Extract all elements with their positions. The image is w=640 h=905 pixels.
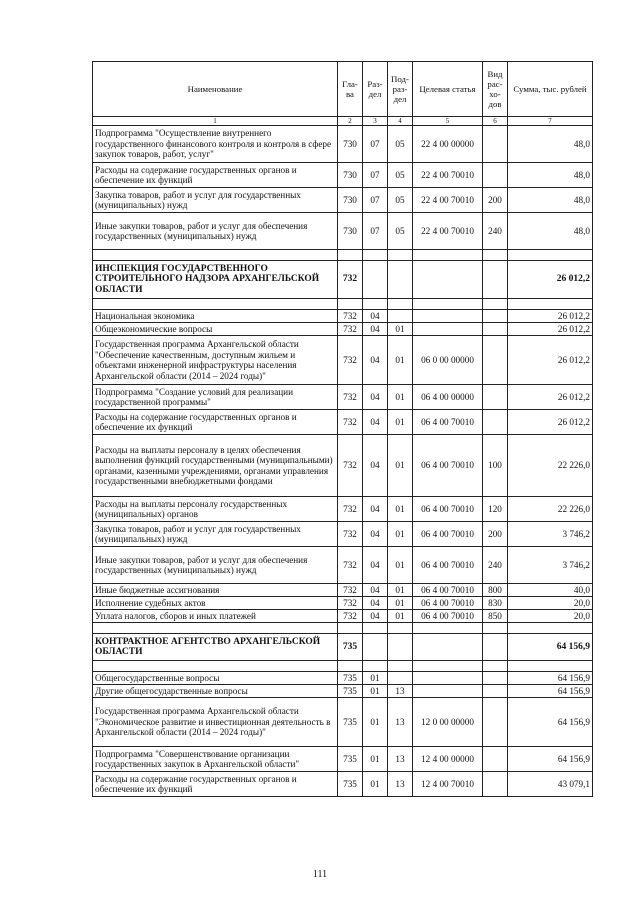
row-sum: 48,0 [508, 126, 593, 163]
row-expense-type [483, 261, 508, 299]
column-number: 4 [388, 117, 413, 126]
row-section: 07 [363, 163, 388, 188]
row-expense-type: 240 [483, 213, 508, 250]
row-chapter: 730 [338, 126, 363, 163]
row-expense-type: 200 [483, 188, 508, 213]
row-section [363, 634, 388, 661]
row-expense-type [483, 672, 508, 685]
row-target-article: 12 0 00 00000 [413, 698, 483, 747]
row-expense-type [483, 747, 508, 772]
row-target-article: 06 4 00 70010 [413, 410, 483, 435]
row-chapter: 735 [338, 698, 363, 747]
row-expense-type [483, 410, 508, 435]
row-section: 04 [363, 323, 388, 336]
spacer-cell [93, 250, 338, 261]
row-section: 04 [363, 597, 388, 610]
row-chapter: 730 [338, 163, 363, 188]
row-subsection: 01 [388, 385, 413, 410]
row-name: Расходы на выплаты персоналу в целях обеспечения выполнения функций государственными (муниципальными) органами, казенными учреждениями, органами управления государственными внебюджетными фондами [93, 435, 338, 497]
spacer-cell [93, 623, 338, 634]
row-expense-type: 800 [483, 584, 508, 597]
row-section: 04 [363, 385, 388, 410]
row-sum: 26 012,2 [508, 410, 593, 435]
row-expense-type: 240 [483, 547, 508, 584]
row-name: Закупка товаров, работ и услуг для государственных (муниципальных) нужд [93, 188, 338, 213]
row-expense-type [483, 310, 508, 323]
spacer-cell [338, 661, 363, 672]
header-name: Наименование [93, 62, 338, 117]
row-sum: 48,0 [508, 188, 593, 213]
row-target-article: 22 4 00 00000 [413, 126, 483, 163]
row-section: 07 [363, 188, 388, 213]
row-target-article: 06 4 00 70010 [413, 584, 483, 597]
row-target-article: 06 4 00 70010 [413, 610, 483, 623]
table-row [93, 126, 593, 163]
row-subsection: 13 [388, 772, 413, 797]
row-chapter: 732 [338, 261, 363, 299]
table-header-row [93, 62, 593, 117]
row-name: Закупка товаров, работ и услуг для государственных (муниципальных) нужд [93, 522, 338, 547]
row-chapter: 732 [338, 410, 363, 435]
row-sum: 26 012,2 [508, 261, 593, 299]
row-sum: 20,0 [508, 597, 593, 610]
header-chapter: Гла-ва [338, 62, 363, 117]
row-sum: 26 012,2 [508, 385, 593, 410]
agency-row [93, 261, 593, 299]
row-chapter: 732 [338, 336, 363, 385]
row-section: 04 [363, 435, 388, 497]
row-chapter: 735 [338, 747, 363, 772]
row-sum: 48,0 [508, 163, 593, 188]
row-name: КОНТРАКТНОЕ АГЕНТСТВО АРХАНГЕЛЬСКОЙ ОБЛАСТИ [93, 634, 338, 661]
row-subsection: 01 [388, 497, 413, 522]
row-chapter: 730 [338, 213, 363, 250]
column-number-row [93, 117, 593, 126]
row-section: 07 [363, 126, 388, 163]
row-target-article: 06 4 00 70010 [413, 435, 483, 497]
row-section: 01 [363, 698, 388, 747]
row-name: Расходы на выплаты персоналу государственных (муниципальных) органов [93, 497, 338, 522]
column-number: 6 [483, 117, 508, 126]
table-row [93, 410, 593, 435]
row-chapter: 735 [338, 772, 363, 797]
row-chapter: 732 [338, 310, 363, 323]
row-chapter: 732 [338, 610, 363, 623]
table-row [93, 584, 593, 597]
row-sum: 43 079,1 [508, 772, 593, 797]
table-row [93, 163, 593, 188]
header-subsection: Под-раз-дел [388, 62, 413, 117]
row-subsection [388, 310, 413, 323]
row-chapter: 732 [338, 323, 363, 336]
page-number: 111 [312, 869, 328, 880]
row-sum: 3 746,2 [508, 522, 593, 547]
row-subsection: 05 [388, 188, 413, 213]
row-subsection: 13 [388, 747, 413, 772]
header-expense-type: Вид рас-хо-дов [483, 62, 508, 117]
row-expense-type: 200 [483, 522, 508, 547]
row-expense-type: 120 [483, 497, 508, 522]
column-number: 2 [338, 117, 363, 126]
row-name: Подпрограмма "Создание условий для реализации государственной программы" [93, 385, 338, 410]
row-sum: 20,0 [508, 610, 593, 623]
row-section: 04 [363, 547, 388, 584]
row-name: Иные закупки товаров, работ и услуг для обеспечения государственных (муниципальных) нужд [93, 547, 338, 584]
spacer-cell [338, 299, 363, 310]
table-row [93, 772, 593, 797]
row-name: Расходы на содержание государственных органов и обеспечение их функций [93, 772, 338, 797]
column-number: 5 [413, 117, 483, 126]
spacer-cell [508, 661, 593, 672]
row-subsection: 13 [388, 698, 413, 747]
header-section: Раз-дел [363, 62, 388, 117]
row-subsection [388, 672, 413, 685]
row-chapter: 732 [338, 584, 363, 597]
row-section [363, 261, 388, 299]
row-sum: 22 226,0 [508, 435, 593, 497]
row-subsection: 05 [388, 126, 413, 163]
row-sum: 64 156,9 [508, 747, 593, 772]
row-subsection: 01 [388, 547, 413, 584]
table-row [93, 497, 593, 522]
spacer-cell [413, 299, 483, 310]
table-row [93, 547, 593, 584]
column-number: 1 [93, 117, 338, 126]
row-section: 04 [363, 610, 388, 623]
row-section: 04 [363, 522, 388, 547]
row-name: Исполнение судебных актов [93, 597, 338, 610]
spacer-cell [413, 250, 483, 261]
row-target-article [413, 672, 483, 685]
row-name: Общегосударственные вопросы [93, 672, 338, 685]
row-target-article: 22 4 00 70010 [413, 188, 483, 213]
row-name: Иные закупки товаров, работ и услуг для обеспечения государственных (муниципальных) нужд [93, 213, 338, 250]
spacer-cell [363, 250, 388, 261]
row-section: 04 [363, 410, 388, 435]
table-row [93, 188, 593, 213]
row-name: Другие общегосударственные вопросы [93, 685, 338, 698]
row-subsection: 05 [388, 163, 413, 188]
table-body [93, 126, 593, 797]
row-target-article: 06 0 00 00000 [413, 336, 483, 385]
table-row [93, 310, 593, 323]
spacer-cell [483, 623, 508, 634]
row-target-article [413, 261, 483, 299]
row-section: 01 [363, 772, 388, 797]
row-target-article: 06 4 00 70010 [413, 497, 483, 522]
row-expense-type [483, 336, 508, 385]
spacer-cell [338, 623, 363, 634]
row-subsection [388, 634, 413, 661]
spacer-cell [413, 661, 483, 672]
spacer-cell [93, 299, 338, 310]
row-expense-type [483, 323, 508, 336]
row-expense-type: 830 [483, 597, 508, 610]
header-target-article: Целевая статья [413, 62, 483, 117]
row-subsection: 01 [388, 435, 413, 497]
row-name: Национальная экономика [93, 310, 338, 323]
budget-table [92, 61, 593, 797]
row-name: Расходы на содержание государственных органов и обеспечение их функций [93, 410, 338, 435]
row-chapter: 732 [338, 497, 363, 522]
row-expense-type [483, 698, 508, 747]
row-chapter: 735 [338, 672, 363, 685]
row-subsection: 01 [388, 522, 413, 547]
row-chapter: 735 [338, 685, 363, 698]
row-subsection: 01 [388, 584, 413, 597]
row-expense-type [483, 126, 508, 163]
row-expense-type: 100 [483, 435, 508, 497]
row-expense-type [483, 634, 508, 661]
table-row [93, 685, 593, 698]
row-subsection: 01 [388, 610, 413, 623]
spacer-cell [93, 661, 338, 672]
row-section: 01 [363, 747, 388, 772]
table-row [93, 522, 593, 547]
spacer-row [93, 299, 593, 310]
table-row [93, 213, 593, 250]
row-target-article [413, 634, 483, 661]
row-target-article: 06 4 00 70010 [413, 597, 483, 610]
table-row [93, 597, 593, 610]
row-name: Уплата налогов, сборов и иных платежей [93, 610, 338, 623]
spacer-cell [363, 299, 388, 310]
spacer-cell [388, 250, 413, 261]
table-row [93, 323, 593, 336]
header-sum: Сумма, тыс. рублей [508, 62, 593, 117]
row-target-article [413, 310, 483, 323]
row-target-article: 22 4 00 70010 [413, 213, 483, 250]
table-row [93, 698, 593, 747]
row-subsection: 01 [388, 323, 413, 336]
spacer-cell [483, 661, 508, 672]
row-target-article [413, 323, 483, 336]
spacer-cell [508, 623, 593, 634]
row-chapter: 730 [338, 188, 363, 213]
row-target-article: 22 4 00 70010 [413, 163, 483, 188]
row-sum: 40,0 [508, 584, 593, 597]
row-name: ИНСПЕКЦИЯ ГОСУДАРСТВЕННОГО СТРОИТЕЛЬНОГО НАДЗОРА АРХАНГЕЛЬСКОЙ ОБЛАСТИ [93, 261, 338, 299]
column-number: 7 [508, 117, 593, 126]
row-name: Подпрограмма "Осуществление внутреннего государственного финансового контроля и контроля в сфере закупок товаров, работ, услуг" [93, 126, 338, 163]
row-subsection: 05 [388, 213, 413, 250]
row-target-article: 12 4 00 00000 [413, 747, 483, 772]
spacer-cell [483, 299, 508, 310]
row-name: Государственная программа Архангельской области "Экономическое развитие и инвестиционная деятельность в Архангельской области (2014 – 2024 годы)" [93, 698, 338, 747]
table-row [93, 672, 593, 685]
row-section: 01 [363, 672, 388, 685]
row-sum: 3 746,2 [508, 547, 593, 584]
spacer-cell [508, 250, 593, 261]
spacer-cell [363, 623, 388, 634]
table-row [93, 747, 593, 772]
row-section: 07 [363, 213, 388, 250]
table-row [93, 385, 593, 410]
row-expense-type [483, 685, 508, 698]
row-sum: 26 012,2 [508, 310, 593, 323]
row-expense-type [483, 163, 508, 188]
row-subsection: 13 [388, 685, 413, 698]
row-target-article: 06 4 00 70010 [413, 522, 483, 547]
row-section: 04 [363, 497, 388, 522]
row-section: 04 [363, 584, 388, 597]
row-chapter: 732 [338, 522, 363, 547]
row-name: Иные бюджетные ассигнования [93, 584, 338, 597]
row-section: 01 [363, 685, 388, 698]
row-chapter: 732 [338, 597, 363, 610]
table-row [93, 336, 593, 385]
row-section: 04 [363, 310, 388, 323]
row-subsection: 01 [388, 410, 413, 435]
row-sum: 26 012,2 [508, 323, 593, 336]
spacer-row [93, 623, 593, 634]
row-sum: 64 156,9 [508, 698, 593, 747]
spacer-cell [388, 623, 413, 634]
row-chapter: 732 [338, 385, 363, 410]
spacer-cell [508, 299, 593, 310]
row-sum: 22 226,0 [508, 497, 593, 522]
row-expense-type [483, 385, 508, 410]
agency-row [93, 634, 593, 661]
spacer-cell [363, 661, 388, 672]
row-sum: 26 012,2 [508, 336, 593, 385]
spacer-cell [388, 299, 413, 310]
row-name: Общеэкономические вопросы [93, 323, 338, 336]
row-target-article: 12 4 00 70010 [413, 772, 483, 797]
row-target-article: 06 4 00 00000 [413, 385, 483, 410]
spacer-row [93, 250, 593, 261]
row-section: 04 [363, 336, 388, 385]
row-sum: 64 156,9 [508, 634, 593, 661]
row-subsection [388, 261, 413, 299]
row-chapter: 732 [338, 547, 363, 584]
row-expense-type [483, 772, 508, 797]
spacer-row [93, 661, 593, 672]
row-name: Расходы на содержание государственных органов и обеспечение их функций [93, 163, 338, 188]
row-sum: 48,0 [508, 213, 593, 250]
row-sum: 64 156,9 [508, 672, 593, 685]
column-number: 3 [363, 117, 388, 126]
row-name: Государственная программа Архангельской области "Обеспечение качественным, доступным жильем и объектами инженерной инфраструктуры населения Архангельской области (2014 – 2024 годы)" [93, 336, 338, 385]
spacer-cell [413, 623, 483, 634]
row-chapter: 735 [338, 634, 363, 661]
table-row [93, 610, 593, 623]
row-target-article [413, 685, 483, 698]
row-chapter: 732 [338, 435, 363, 497]
spacer-cell [388, 661, 413, 672]
row-target-article: 06 4 00 70010 [413, 547, 483, 584]
row-sum: 64 156,9 [508, 685, 593, 698]
row-subsection: 01 [388, 597, 413, 610]
row-expense-type: 850 [483, 610, 508, 623]
row-subsection: 01 [388, 336, 413, 385]
spacer-cell [338, 250, 363, 261]
row-name: Подпрограмма "Совершенствование организации государственных закупок в Архангельской области" [93, 747, 338, 772]
table-row [93, 435, 593, 497]
spacer-cell [483, 250, 508, 261]
